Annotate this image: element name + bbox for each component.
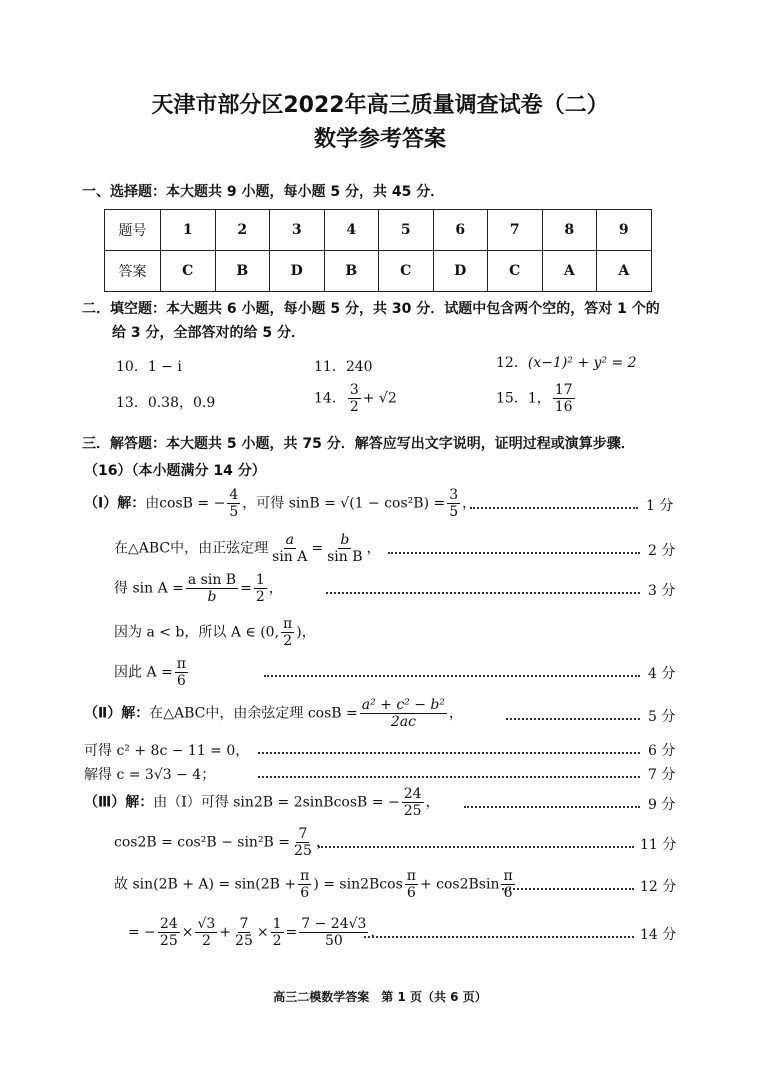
- answer-q12: [496, 352, 637, 372]
- dot-leader: [464, 806, 640, 808]
- solution-line: = − $\frac{24}{25}$ × $\frac{√3}{2}$ + $\frac{7}{25}$ × $\frac{1}{2}$ = $\frac{7 - 24√3}{50}$ ．: [128, 916, 385, 949]
- table-cell: 2: [215, 210, 270, 251]
- points-label: 4 分: [648, 666, 676, 682]
- table-cell: 9: [597, 210, 652, 251]
- table-cell: C: [161, 251, 216, 292]
- table-cell: 3: [270, 210, 325, 251]
- section-fill-header: 二．填空题：本大题共 6 小题，每小题 5 分，共 30 分．试题中包含两个空的，答对 1 个的: [82, 301, 660, 317]
- answer-q10: 10．1 − i: [116, 359, 182, 375]
- solution-line: 可得 c² + 8c − 11 = 0，: [84, 743, 250, 759]
- answer-value: (x−1)² + y² = 2: [527, 355, 637, 371]
- fraction: $\frac{\pi}{6}$: [503, 868, 513, 901]
- points-label: 5 分: [648, 709, 676, 725]
- dot-leader: [506, 718, 640, 720]
- points-label: 12 分: [640, 879, 677, 895]
- part-label: （Ⅰ）解：: [84, 495, 146, 512]
- table-cell: C: [379, 251, 434, 292]
- answer-q14: [314, 382, 397, 415]
- table-row-label: 题号: [105, 210, 161, 251]
- table-cell: 1: [161, 210, 216, 251]
- fraction: $\frac{\pi}{6}$: [176, 656, 186, 689]
- dot-leader: [318, 846, 634, 848]
- section-choice-header: 一、选择题：本大题共 9 小题，每小题 5 分，共 45 分．: [82, 184, 445, 200]
- fraction: $\frac{\pi}{2}$: [283, 616, 293, 649]
- points-label: 2 分: [648, 543, 676, 559]
- table-cell: A: [597, 251, 652, 292]
- fraction: $\frac{√3}{2}$: [197, 916, 216, 949]
- fraction: $\frac{1}{2}$: [272, 916, 282, 949]
- part-label: （Ⅱ）解：: [84, 705, 150, 722]
- page-subtitle: 数学参考答案: [313, 127, 446, 152]
- table-cell: 4: [324, 210, 379, 251]
- fraction: $\frac{24}{25}$: [403, 786, 422, 819]
- part-label: （Ⅲ）解：: [84, 794, 154, 811]
- fraction: $\frac{1}{2}$: [255, 572, 265, 605]
- question-number: 12．: [496, 355, 528, 371]
- answer-q15: [496, 382, 577, 415]
- question-16-header: （16）（本小题满分 14 分）: [84, 463, 266, 479]
- section-solve-header: 三．解答题：本大题共 5 小题，共 75 分．解答应写出文字说明，证明过程或演算步骤．: [82, 436, 635, 452]
- fraction: $\frac{24}{25}$: [159, 916, 178, 949]
- fraction: $\frac{17}{16}$: [554, 382, 573, 415]
- solution-line: （Ⅲ）解：由（Ⅰ）可得 sin2B = 2sinBcosB = − $\frac{24}{25}$ ，: [84, 786, 440, 819]
- table-row: [105, 251, 652, 292]
- solution-line: 解得 c = 3√3 − 4；: [84, 767, 216, 783]
- fraction: $\frac{\pi}{6}$: [300, 868, 310, 901]
- table-cell: B: [215, 251, 270, 292]
- question-number: 15．1，: [496, 390, 551, 407]
- fraction: $\frac{7}{25}$: [235, 916, 253, 949]
- table-cell: D: [433, 251, 488, 292]
- answer-tail: + √2: [362, 390, 397, 407]
- dot-leader: [470, 507, 638, 509]
- table-cell: A: [542, 251, 597, 292]
- fraction: $\frac{\pi}{6}$: [406, 868, 416, 901]
- solution-line: 得 sin A = $\frac{\text{a sin B}}{b}$ = $\frac{1}{2}$ ，: [114, 572, 283, 605]
- points-label: 1 分: [646, 498, 674, 514]
- fraction: $\frac{a}{\text{sin A}}$: [272, 532, 308, 565]
- points-label: 9 分: [648, 797, 676, 813]
- dot-leader: [326, 592, 640, 594]
- table-cell: B: [324, 251, 379, 292]
- solution-line: 故 sin(2B + A) = sin(2B + $\frac{\pi}{6}$ ) = sin2Bcos $\frac{\pi}{6}$ + cos2Bsin $\frac{\pi}{6}$: [114, 868, 513, 901]
- answer-table: [104, 209, 652, 292]
- page-title: 天津市部分区2022年高三质量调查试卷（二）: [151, 93, 609, 118]
- dot-leader: [502, 888, 634, 890]
- fraction: $\frac{3}{5}$: [449, 487, 459, 520]
- fraction: $\frac{7}{25}$: [294, 826, 312, 859]
- points-label: 6 分: [648, 743, 676, 759]
- question-number: 14．: [314, 390, 346, 407]
- table-cell: C: [488, 251, 543, 292]
- table-cell: 7: [488, 210, 543, 251]
- fraction: $\frac{7 - 24√3}{50}$: [301, 916, 367, 949]
- dot-leader: [364, 936, 634, 938]
- fraction: $\frac{3}{2}$: [349, 382, 359, 415]
- page-footer: 高三二模数学答案 第 1 页（共 6 页）: [273, 990, 487, 1004]
- table-cell: D: [270, 251, 325, 292]
- solution-line: 因此 A = $\frac{\pi}{6}$: [114, 656, 186, 689]
- solution-line: cos2B = cos²B − sin²B = $\frac{7}{25}$ ，: [114, 826, 330, 859]
- answer-q13: 13．0.38，0.9: [116, 395, 216, 411]
- solution-line: （Ⅰ）解：由cosB = − $\frac{4}{5}$ ，可得 sinB = √(1 − cos²B) = $\frac{3}{5}$ ，: [84, 487, 477, 520]
- table-row: [105, 210, 652, 251]
- fraction: $\frac{\text{a² + c² − b²}}{2ac}$: [361, 697, 445, 730]
- solution-line: 因为 a < b，所以 A ∈ (0, $\frac{\pi}{2}$ )，: [114, 616, 316, 649]
- points-label: 7 分: [648, 767, 676, 783]
- fraction: $\frac{b}{\text{sin B}}$: [327, 532, 363, 565]
- solution-line: 在△ABC中，由正弦定理 $\frac{a}{\text{sin A}}$ = $\frac{b}{\text{sin B}}$ ，: [114, 532, 381, 565]
- answer-q11: 11．240: [314, 359, 373, 375]
- points-label: 3 分: [648, 583, 676, 599]
- fraction: $\frac{4}{5}$: [229, 487, 239, 520]
- table-cell: 8: [542, 210, 597, 251]
- points-label: 14 分: [640, 927, 677, 943]
- fraction: $\frac{\text{a sin B}}{b}$: [187, 572, 237, 605]
- table-row-label: 答案: [105, 251, 161, 292]
- table-cell: 6: [433, 210, 488, 251]
- dot-leader: [258, 776, 640, 778]
- solution-line: （Ⅱ）解：在△ABC中，由余弦定理 cosB = $\frac{\text{a² + c² − b²}}{2ac}$ ，: [84, 697, 463, 730]
- dot-leader: [258, 752, 640, 754]
- dot-leader: [264, 675, 640, 677]
- section-fill-header-cont: 给 3 分，全部答对的给 5 分．: [112, 325, 305, 341]
- points-label: 11 分: [640, 837, 677, 853]
- dot-leader: [388, 552, 640, 554]
- table-cell: 5: [379, 210, 434, 251]
